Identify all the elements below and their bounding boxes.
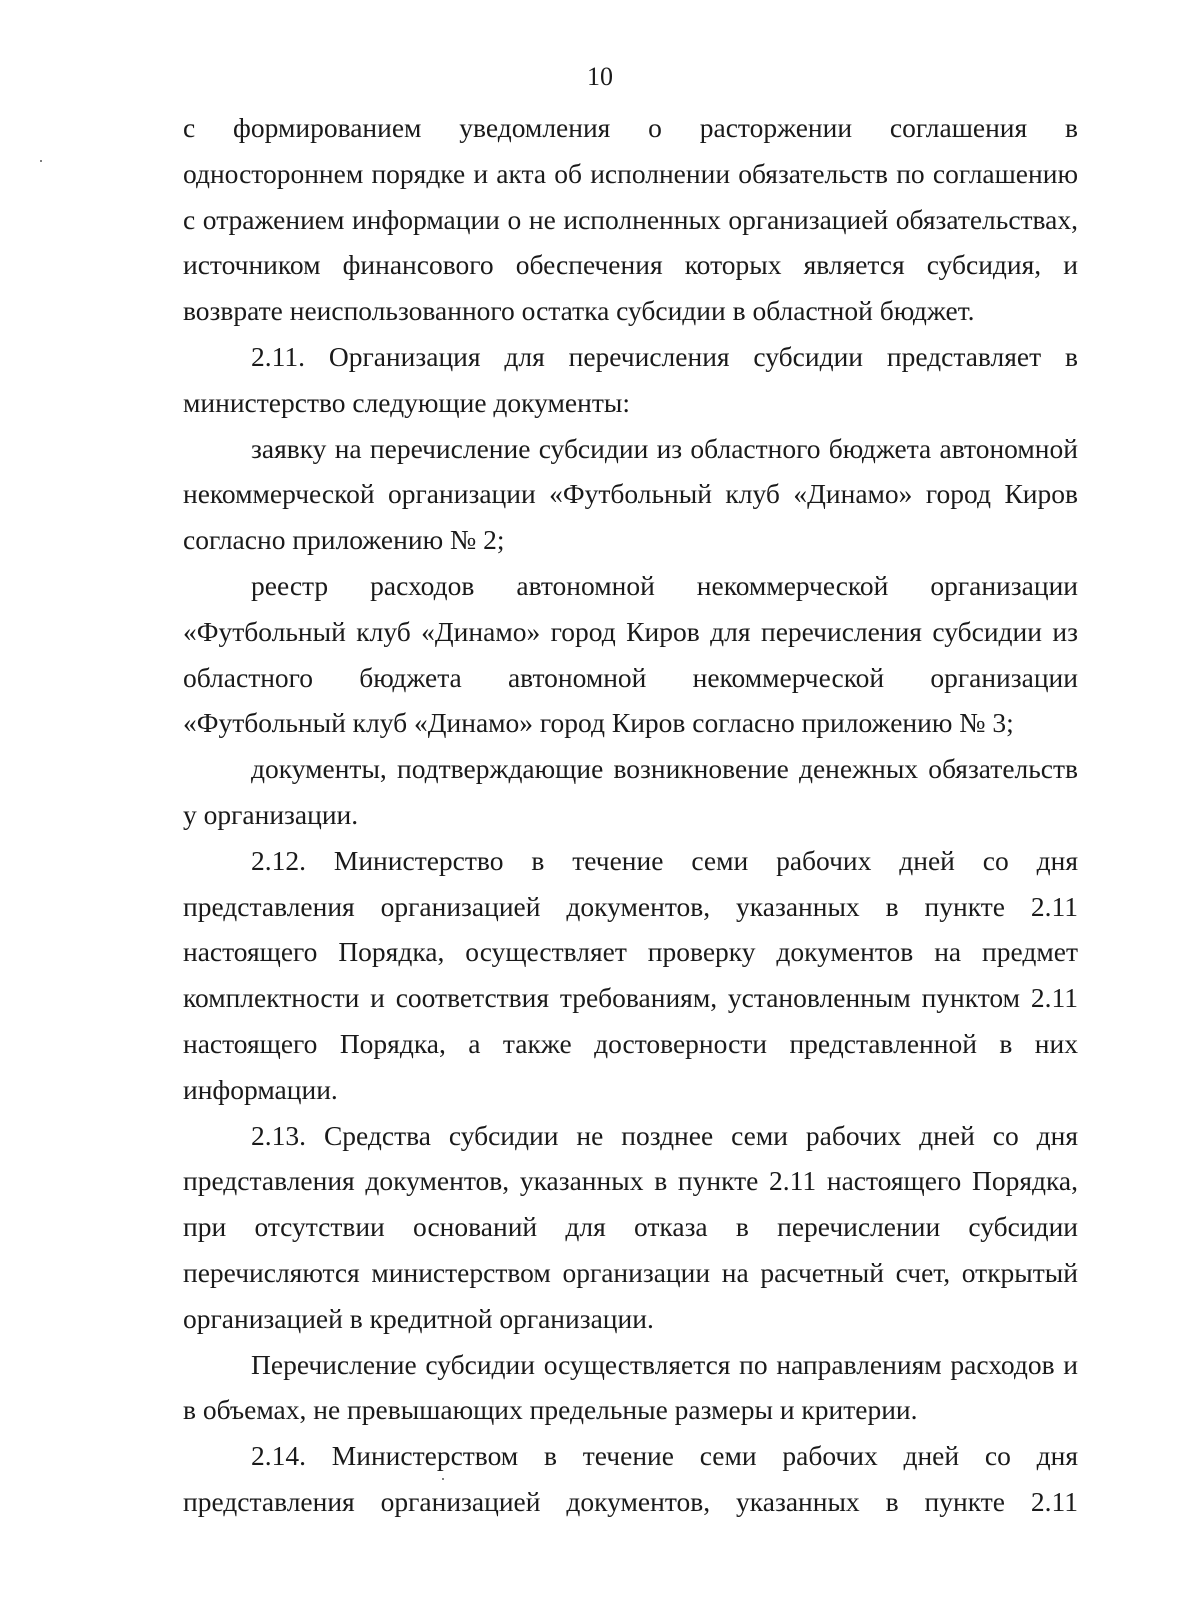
paragraph-2-12: 2.12. Министерство в течение семи рабочих дней со дня представления организацией документов, указанных в пункте 2.11 настоящего Порядка, осуществляет проверку документов на предмет комплектности и соответствия требованиям, установленным пунктом 2.11 настоящего Порядка, а также достоверности представленной в них информации. <box>183 844 1078 1105</box>
scan-speck <box>442 1478 444 1480</box>
paragraph-continuation: с формированием уведомления о расторжении соглашения в одностороннем порядке и акта об исполнении обязательств по соглашению с отражением информации о не исполненных организацией обязательствах, источником финансового обеспечения которых является субсидия, и возврате неиспользованного остатка субсидии в областной бюджет. <box>183 112 1078 327</box>
paragraph-2-11: 2.11. Организация для перечисления субсидии представляет в министерство следующие документы: <box>183 340 1078 418</box>
page-number: 10 <box>587 62 613 91</box>
paragraph-2-11-documents: документы, подтверждающие возникновение денежных обязательств у организации. <box>183 753 1078 830</box>
paragraph-2-13: 2.13. Средства субсидии не позднее семи рабочих дней со дня представления документов, указанных в пункте 2.11 настоящего Порядка, при отсутствии оснований для отказа в перечислении субсидии перечисляются министерством организации на расчетный счет, открытый организацией в кредитной организации. <box>183 1119 1078 1334</box>
paragraph-transfer: Перечисление субсидии осуществляется по направлениям расходов и в объемах, не превышающих предельные размеры и критерии. <box>183 1348 1078 1426</box>
scan-speck <box>40 160 42 162</box>
paragraph-2-14: 2.14. Министерством в течение семи рабочих дней со дня представления организацией документов, указанных в пункте 2.11 <box>183 1440 1078 1517</box>
paragraph-2-11-application: заявку на перечисление субсидии из областного бюджета автономной некоммерческой организации «Футбольный клуб «Динамо» город Киров согласно приложению № 2; <box>183 432 1078 556</box>
paragraph-2-11-register: реестр расходов автономной некоммерческой организации «Футбольный клуб «Динамо» город Киров для перечисления субсидии из областного бюджета автономной некоммерческой организации «Футбольный клуб «Динамо» город Киров согласно приложению № 3; <box>183 569 1078 739</box>
document-body <box>183 105 1078 1525</box>
